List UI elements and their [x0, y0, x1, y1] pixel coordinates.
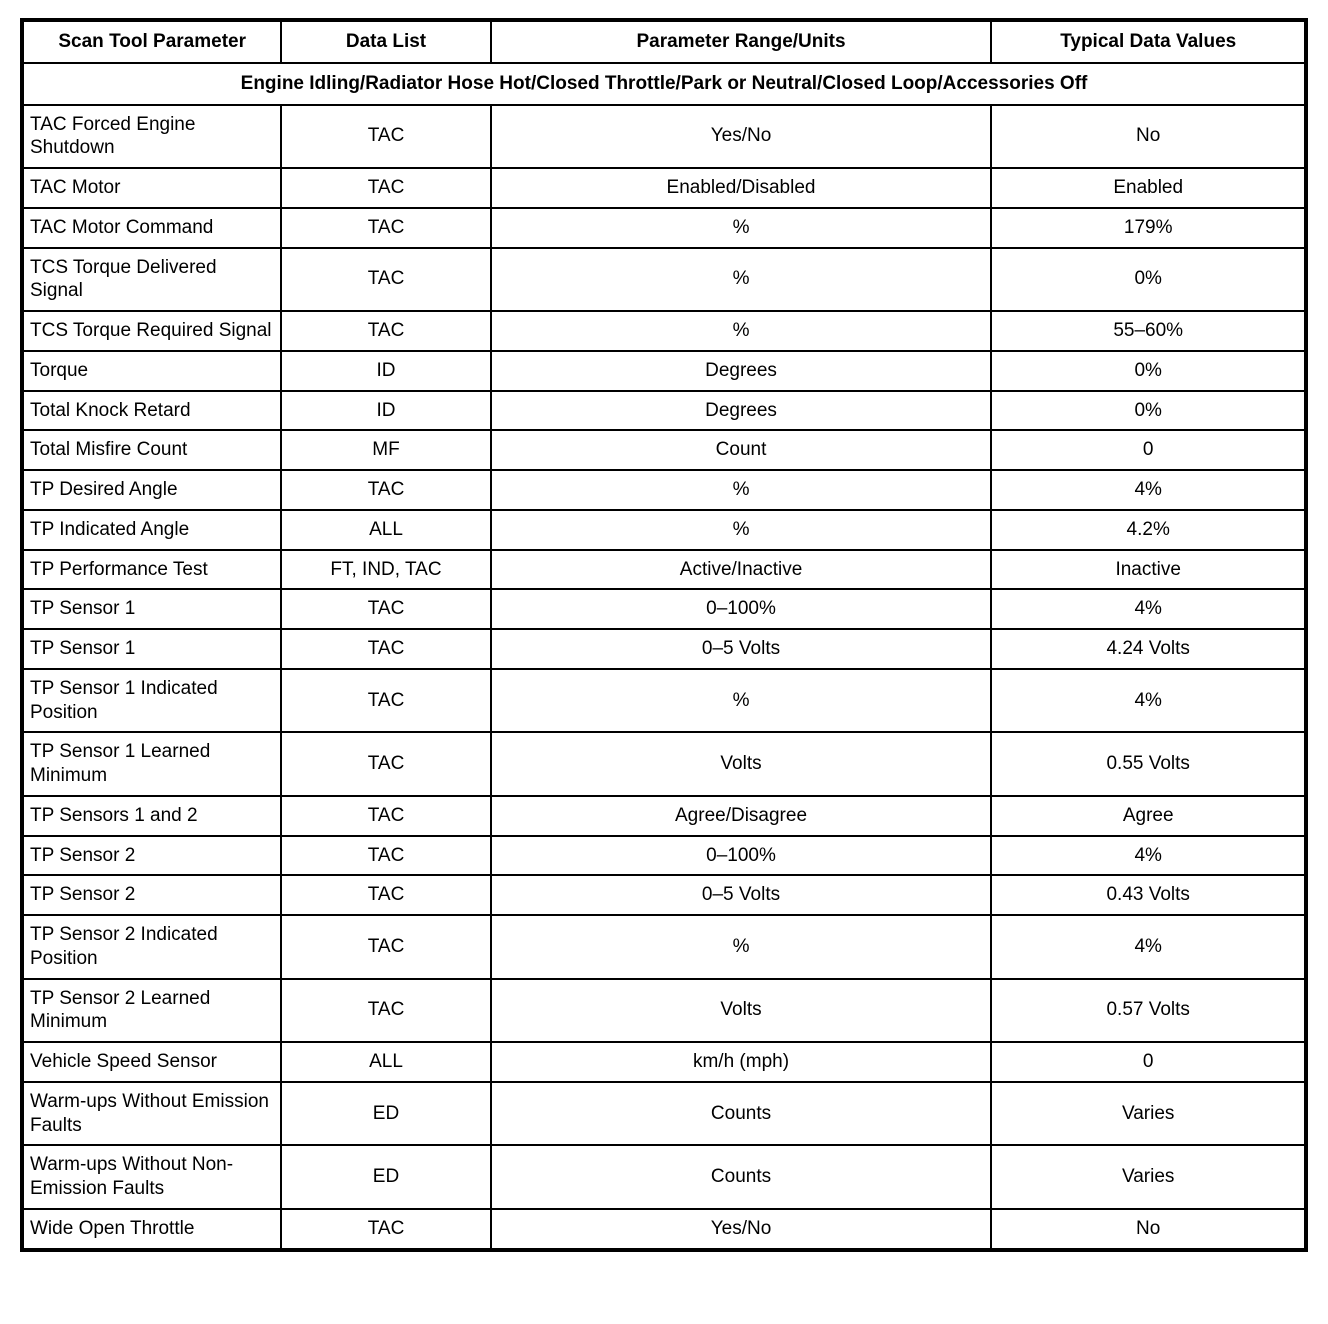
parameter-cell: TCS Torque Delivered Signal	[22, 248, 281, 312]
data-list-cell: TAC	[281, 168, 490, 208]
parameter-cell: TP Sensors 1 and 2	[22, 796, 281, 836]
table-row	[22, 1145, 1306, 1209]
range-units-cell: %	[491, 669, 992, 733]
range-units-cell: %	[491, 208, 992, 248]
typical-value-cell: 4%	[991, 915, 1306, 979]
column-header-data-list: Data List	[281, 20, 490, 63]
typical-value-cell: 0.55 Volts	[991, 732, 1306, 796]
typical-value-cell: 4%	[991, 470, 1306, 510]
data-list-cell: TAC	[281, 875, 490, 915]
typical-value-cell: 0	[991, 1042, 1306, 1082]
range-units-cell: %	[491, 470, 992, 510]
table-row	[22, 550, 1306, 590]
parameter-cell: Warm-ups Without Emission Faults	[22, 1082, 281, 1146]
typical-value-cell: 4%	[991, 669, 1306, 733]
typical-value-cell: No	[991, 1209, 1306, 1250]
parameter-cell: TP Sensor 1 Learned Minimum	[22, 732, 281, 796]
column-header-typical-values: Typical Data Values	[991, 20, 1306, 63]
data-list-cell: TAC	[281, 732, 490, 796]
table-row	[22, 669, 1306, 733]
parameter-cell: TP Performance Test	[22, 550, 281, 590]
data-list-cell: TAC	[281, 796, 490, 836]
table-row	[22, 629, 1306, 669]
data-list-cell: MF	[281, 430, 490, 470]
data-list-cell: TAC	[281, 629, 490, 669]
table-row	[22, 796, 1306, 836]
typical-value-cell: 0.57 Volts	[991, 979, 1306, 1043]
parameter-cell: TP Indicated Angle	[22, 510, 281, 550]
typical-value-cell: Inactive	[991, 550, 1306, 590]
typical-value-cell: 0%	[991, 391, 1306, 431]
data-list-cell: TAC	[281, 836, 490, 876]
scan-tool-data-table	[20, 18, 1308, 1252]
parameter-cell: TP Sensor 1	[22, 589, 281, 629]
table-row	[22, 430, 1306, 470]
parameter-cell: TP Sensor 2	[22, 875, 281, 915]
range-units-cell: %	[491, 311, 992, 351]
range-units-cell: Yes/No	[491, 105, 992, 169]
parameter-cell: Total Misfire Count	[22, 430, 281, 470]
table-row	[22, 391, 1306, 431]
range-units-cell: Counts	[491, 1082, 992, 1146]
data-list-cell: TAC	[281, 311, 490, 351]
range-units-cell: 0–100%	[491, 589, 992, 629]
typical-value-cell: 4%	[991, 836, 1306, 876]
typical-value-cell: Varies	[991, 1145, 1306, 1209]
data-list-cell: TAC	[281, 669, 490, 733]
range-units-cell: 0–5 Volts	[491, 629, 992, 669]
data-list-cell: TAC	[281, 1209, 490, 1250]
parameter-cell: Total Knock Retard	[22, 391, 281, 431]
column-header-range-units: Parameter Range/Units	[491, 20, 992, 63]
range-units-cell: Active/Inactive	[491, 550, 992, 590]
parameter-cell: TP Sensor 1 Indicated Position	[22, 669, 281, 733]
typical-value-cell: 55–60%	[991, 311, 1306, 351]
typical-value-cell: 4.2%	[991, 510, 1306, 550]
parameter-cell: TAC Motor	[22, 168, 281, 208]
range-units-cell: Volts	[491, 732, 992, 796]
parameter-cell: TP Sensor 2 Indicated Position	[22, 915, 281, 979]
parameter-cell: Wide Open Throttle	[22, 1209, 281, 1250]
table-row	[22, 915, 1306, 979]
data-list-cell: ED	[281, 1145, 490, 1209]
typical-value-cell: 4%	[991, 589, 1306, 629]
range-units-cell: Counts	[491, 1145, 992, 1209]
table-row	[22, 979, 1306, 1043]
table-row	[22, 1042, 1306, 1082]
table-row	[22, 248, 1306, 312]
table-row	[22, 351, 1306, 391]
typical-value-cell: Agree	[991, 796, 1306, 836]
data-list-cell: ED	[281, 1082, 490, 1146]
data-list-cell: ALL	[281, 510, 490, 550]
range-units-cell: Enabled/Disabled	[491, 168, 992, 208]
range-units-cell: Degrees	[491, 391, 992, 431]
data-list-cell: ALL	[281, 1042, 490, 1082]
typical-value-cell: 4.24 Volts	[991, 629, 1306, 669]
table-row	[22, 470, 1306, 510]
data-list-cell: ID	[281, 391, 490, 431]
table-row	[22, 589, 1306, 629]
range-units-cell: Count	[491, 430, 992, 470]
parameter-cell: TP Sensor 1	[22, 629, 281, 669]
typical-value-cell: 0%	[991, 351, 1306, 391]
typical-value-cell: 0%	[991, 248, 1306, 312]
typical-value-cell: No	[991, 105, 1306, 169]
typical-value-cell: 0	[991, 430, 1306, 470]
data-list-cell: ID	[281, 351, 490, 391]
parameter-cell: Warm-ups Without Non-Emission Faults	[22, 1145, 281, 1209]
parameter-cell: TCS Torque Required Signal	[22, 311, 281, 351]
table-body	[22, 105, 1306, 1250]
typical-value-cell: Enabled	[991, 168, 1306, 208]
range-units-cell: %	[491, 248, 992, 312]
data-list-cell: TAC	[281, 208, 490, 248]
range-units-cell: Degrees	[491, 351, 992, 391]
section-row	[22, 63, 1306, 105]
table-row	[22, 510, 1306, 550]
table-row	[22, 1082, 1306, 1146]
table-row	[22, 208, 1306, 248]
table-row	[22, 732, 1306, 796]
table-row	[22, 875, 1306, 915]
data-list-cell: TAC	[281, 979, 490, 1043]
typical-value-cell: 179%	[991, 208, 1306, 248]
range-units-cell: Yes/No	[491, 1209, 992, 1250]
data-list-cell: TAC	[281, 248, 490, 312]
range-units-cell: 0–100%	[491, 836, 992, 876]
parameter-cell: TP Sensor 2 Learned Minimum	[22, 979, 281, 1043]
table-row	[22, 168, 1306, 208]
parameter-cell: Torque	[22, 351, 281, 391]
range-units-cell: km/h (mph)	[491, 1042, 992, 1082]
column-header-parameter: Scan Tool Parameter	[22, 20, 281, 63]
table-row	[22, 1209, 1306, 1250]
data-list-cell: TAC	[281, 915, 490, 979]
table-row	[22, 836, 1306, 876]
table-row	[22, 105, 1306, 169]
typical-value-cell: Varies	[991, 1082, 1306, 1146]
range-units-cell: Volts	[491, 979, 992, 1043]
parameter-cell: Vehicle Speed Sensor	[22, 1042, 281, 1082]
section-title: Engine Idling/Radiator Hose Hot/Closed Throttle/Park or Neutral/Closed Loop/Accessories Off	[22, 63, 1306, 105]
range-units-cell: %	[491, 915, 992, 979]
data-list-cell: TAC	[281, 589, 490, 629]
table-row	[22, 311, 1306, 351]
parameter-cell: TAC Motor Command	[22, 208, 281, 248]
data-list-cell: TAC	[281, 105, 490, 169]
range-units-cell: 0–5 Volts	[491, 875, 992, 915]
parameter-cell: TP Sensor 2	[22, 836, 281, 876]
header-row	[22, 20, 1306, 63]
range-units-cell: Agree/Disagree	[491, 796, 992, 836]
parameter-cell: TP Desired Angle	[22, 470, 281, 510]
typical-value-cell: 0.43 Volts	[991, 875, 1306, 915]
data-list-cell: FT, IND, TAC	[281, 550, 490, 590]
data-list-cell: TAC	[281, 470, 490, 510]
parameter-cell: TAC Forced Engine Shutdown	[22, 105, 281, 169]
range-units-cell: %	[491, 510, 992, 550]
